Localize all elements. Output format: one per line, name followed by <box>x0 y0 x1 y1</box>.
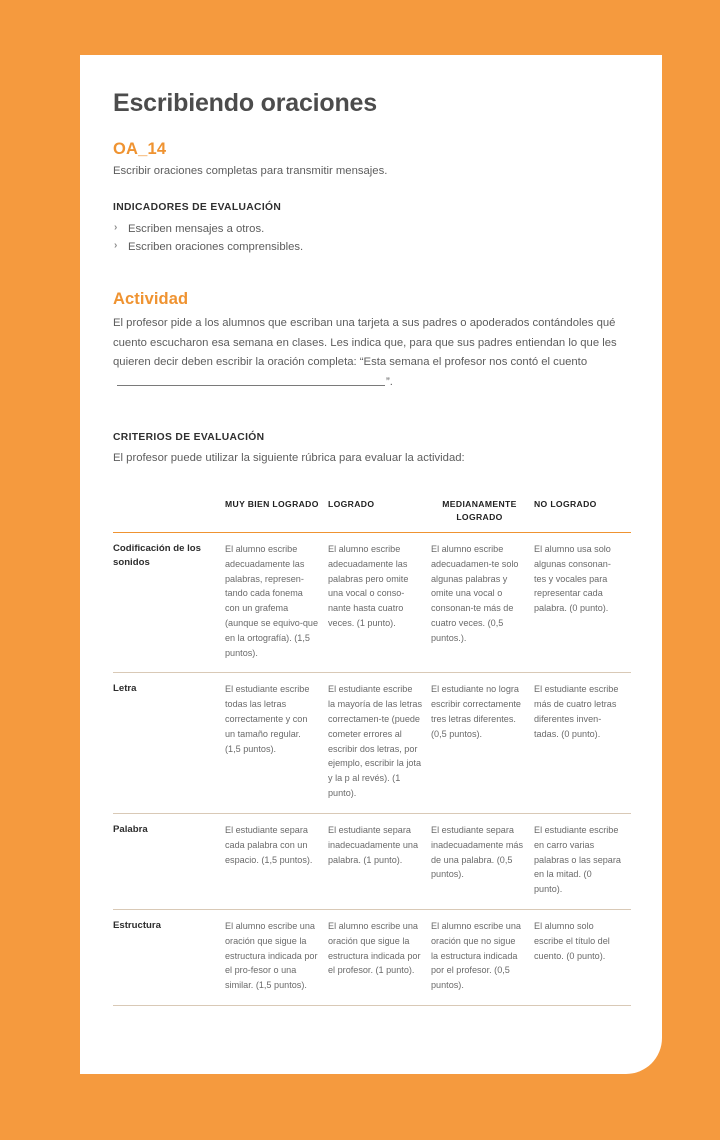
cell-no-logrado: El alumno solo escribe el título del cuento. (0 punto). <box>534 909 631 1005</box>
table-header-logrado: LOGRADO <box>328 498 431 532</box>
cell-no-logrado: El alumno usa solo algunas consonan-tes y vocales para representar cada palabra. (0 punto). <box>534 532 631 673</box>
cell-logrado: El estudiante separa inadecuadamente una palabra. (1 punto). <box>328 813 431 909</box>
cell-muy-bien-logrado: El estudiante separa cada palabra con un espacio. (1,5 puntos). <box>225 813 328 909</box>
cell-medianamente-logrado: El alumno escribe una oración que no sigue la estructura indicada por el profesor. (0,5 puntos). <box>431 909 534 1005</box>
table-row <box>113 532 631 673</box>
row-criterion: Codificación de los sonidos <box>113 532 225 673</box>
document-sheet <box>80 55 662 1074</box>
oa-description: Escribir oraciones completas para transmitir mensajes. <box>113 165 388 178</box>
cell-muy-bien-logrado: El alumno escribe una oración que sigue la estructura indicada por el pro-fesor o una similar. (1,5 puntos). <box>225 909 328 1005</box>
cell-logrado: El estudiante escribe la mayoría de las letras correctamen-te (puede cometer errores al escribir dos letras, por ejemplo, escribir la jota y la p al revés). (1 punto). <box>328 673 431 814</box>
document-content <box>113 90 631 1006</box>
cell-muy-bien-logrado: El estudiante escribe todas las letras correctamente y con un tamaño regular. (1,5 puntos). <box>225 673 328 814</box>
fill-in-blank-line <box>117 374 385 386</box>
rubric-table-body <box>113 532 631 1005</box>
activity-heading: Actividad <box>113 290 189 309</box>
cell-no-logrado: El estudiante escribe más de cuatro letras diferentes inven-tadas. (0 punto). <box>534 673 631 814</box>
table-row <box>113 673 631 814</box>
criteria-heading: CRITERIOS DE EVALUACIÓN <box>113 432 265 444</box>
rubric-table <box>113 498 631 1006</box>
activity-text <box>113 314 631 392</box>
table-header-muy-bien-logrado: MUY BIEN LOGRADO <box>225 498 328 532</box>
chevron-right-icon: › <box>114 240 118 252</box>
page-title: Escribiendo oraciones <box>113 89 377 117</box>
activity-text-before-blank: El profesor pide a los alumnos que escriban una tarjeta a sus padres o apoderados contándoles qué cuento escucharon esa semana en clases. Les indica que, para que sus padres entiendan lo que les quieren decir deben escribir la oración completa: “Esta semana el profesor nos contó el cuento <box>113 317 617 369</box>
table-header-criterion <box>113 498 225 532</box>
table-row <box>113 909 631 1005</box>
cell-medianamente-logrado: El estudiante no logra escribir correctamente tres letras diferentes. (0,5 puntos). <box>431 673 534 814</box>
indicators-heading: INDICADORES DE EVALUACIÓN <box>113 201 282 213</box>
row-criterion: Letra <box>113 673 225 814</box>
table-row <box>113 813 631 909</box>
row-criterion: Estructura <box>113 909 225 1005</box>
cell-medianamente-logrado: El estudiante separa inadecuadamente más de una palabra. (0,5 puntos). <box>431 813 534 909</box>
chevron-right-icon: › <box>114 221 118 233</box>
list-item-label: Escriben mensajes a otros. <box>128 222 265 235</box>
cell-medianamente-logrado: El alumno escribe adecuadamen-te solo algunas palabras y omite una vocal o consonan-te más de cuatro veces. (0,5 puntos.). <box>431 532 534 673</box>
list-item <box>113 220 631 238</box>
indicators-list <box>113 220 631 257</box>
cell-muy-bien-logrado: El alumno escribe adecuadamente las palabras, represen-tando cada fonema con un grafema (aunque se equivo-que en la ortografía). (1,5 puntos). <box>225 532 328 673</box>
table-header-row <box>113 498 631 532</box>
activity-text-after-blank: ”. <box>386 375 393 388</box>
row-criterion: Palabra <box>113 813 225 909</box>
list-item <box>113 238 631 256</box>
table-header-medianamente-logrado: MEDIANAMENTE LOGRADO <box>431 498 534 532</box>
oa-code: OA_14 <box>113 139 167 158</box>
cell-no-logrado: El estudiante escribe en carro varias palabras o las separa en la mitad. (0 punto). <box>534 813 631 909</box>
criteria-section <box>113 432 631 1006</box>
list-item-label: Escriben oraciones comprensibles. <box>128 241 304 254</box>
criteria-intro: El profesor puede utilizar la siguiente rúbrica para evaluar la actividad: <box>113 452 465 465</box>
table-header-no-logrado: NO LOGRADO <box>534 498 631 532</box>
cell-logrado: El alumno escribe una oración que sigue la estructura indicada por el profesor. (1 punto). <box>328 909 431 1005</box>
cell-logrado: El alumno escribe adecuadamente las palabras pero omite una vocal o conso-nante hasta cuatro veces. (1 punto). <box>328 532 431 673</box>
